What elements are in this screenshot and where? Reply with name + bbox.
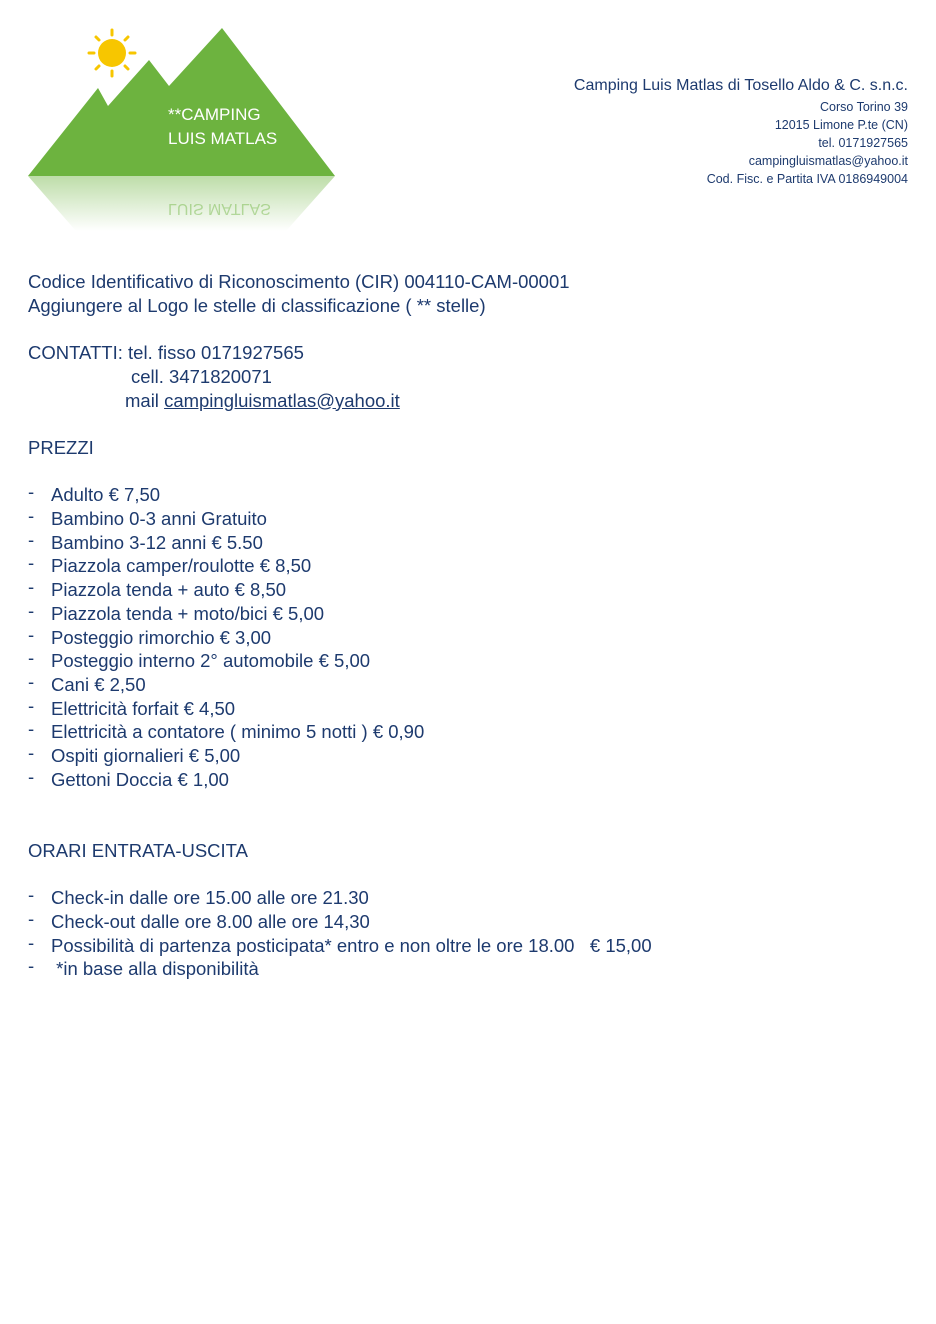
document-body — [28, 270, 908, 981]
logo-line1: **CAMPING — [168, 105, 261, 124]
company-info — [574, 76, 908, 188]
cir-line: Codice Identificativo di Riconoscimento (CIR) 004110-CAM-00001 — [28, 271, 570, 292]
camping-logo — [26, 26, 338, 236]
list-item: - *in base alla disponibilità — [28, 957, 908, 981]
list-item: - Bambino 3-12 anni € 5.50 — [28, 531, 908, 555]
company-vat: Cod. Fisc. e Partita IVA 0186949004 — [706, 172, 908, 186]
hours-list — [28, 886, 908, 981]
contacts-mail-line — [28, 389, 908, 413]
list-item: - Elettricità a contatore ( minimo 5 notti ) € 0,90 — [28, 720, 908, 744]
list-item: - Check-in dalle ore 15.00 alle ore 21.30 — [28, 886, 908, 910]
logo-line2: LUIS MATLAS — [168, 129, 278, 148]
prices-list — [28, 483, 908, 791]
logo-reflection-text: LUIS MATLAS — [168, 200, 271, 217]
contacts-line — [28, 341, 908, 365]
list-item: - Cani € 2,50 — [28, 673, 908, 697]
list-item: - Check-out dalle ore 8.00 alle ore 14,30 — [28, 910, 908, 934]
list-item: - Piazzola tenda + moto/bici € 5,00 — [28, 602, 908, 626]
prices-title: PREZZI — [28, 436, 94, 458]
list-item: - Bambino 0-3 anni Gratuito — [28, 507, 908, 531]
contacts-label: CONTATTI: — [28, 342, 123, 364]
contacts-mail-link[interactable]: campingluismatlas@yahoo.it — [164, 389, 400, 411]
list-item: - Posteggio interno 2° automobile € 5,00 — [28, 649, 908, 673]
mountain-shape — [28, 28, 335, 176]
list-item: - Gettoni Doccia € 1,00 — [28, 768, 908, 792]
contacts-cell: cell. 3471820071 — [131, 365, 272, 387]
hours-title: ORARI ENTRATA-USCITA — [28, 839, 248, 861]
list-item: - Piazzola camper/roulotte € 8,50 — [28, 554, 908, 578]
list-item: - Adulto € 7,50 — [28, 483, 908, 507]
company-phone: tel. 0171927565 — [818, 136, 908, 150]
company-address: Corso Torino 39 — [819, 100, 908, 114]
company-email: campingluismatlas@yahoo.it — [748, 154, 908, 168]
list-item: - Elettricità forfait € 4,50 — [28, 697, 908, 721]
list-item: - Possibilità di partenza posticipata* entro e non oltre le ore 18.00 € 15,00 — [28, 934, 908, 958]
contacts-landline: tel. fisso 0171927565 — [128, 342, 304, 364]
list-item: - Ospiti giornalieri € 5,00 — [28, 744, 908, 768]
company-city: 12015 Limone P.te (CN) — [774, 118, 908, 132]
sun-icon — [89, 30, 135, 76]
company-name: Camping Luis Matlas di Tosello Aldo & C. s.n.c. — [573, 77, 908, 94]
list-item: - Piazzola tenda + auto € 8,50 — [28, 578, 908, 602]
contacts-mail-label: mail — [125, 389, 159, 411]
logo-note: Aggiungere al Logo le stelle di classificazione ( ** stelle) — [28, 294, 486, 316]
list-item: - Posteggio rimorchio € 3,00 — [28, 626, 908, 650]
